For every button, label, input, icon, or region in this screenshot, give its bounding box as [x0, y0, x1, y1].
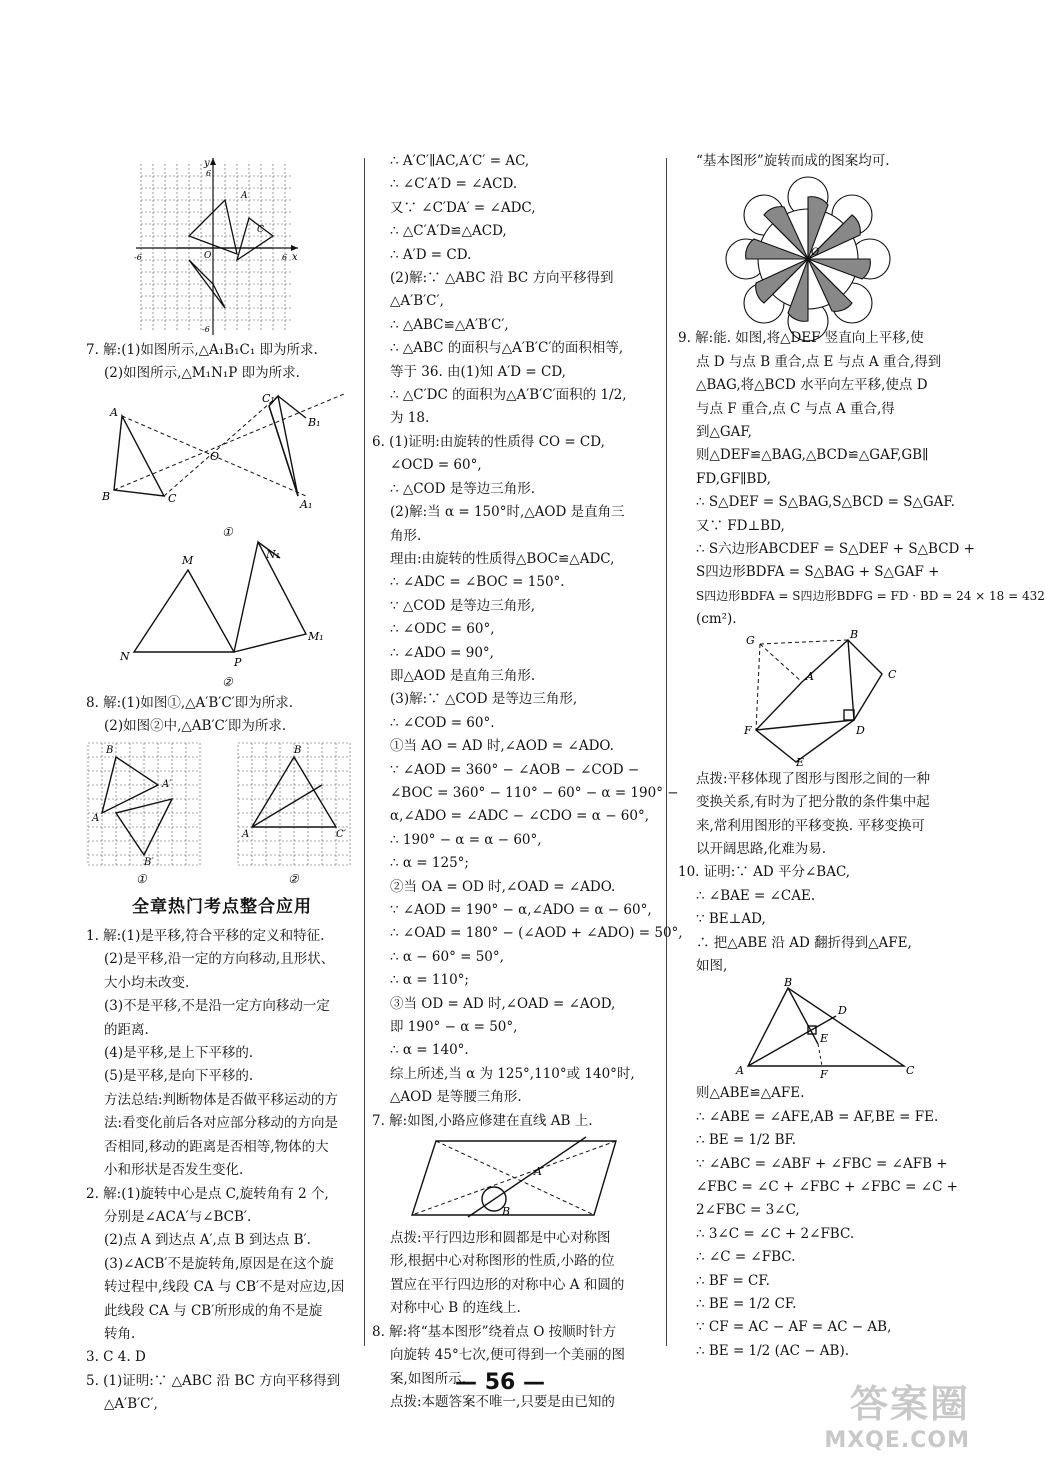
q7-figure-2: [86, 540, 358, 690]
q9-note-q10: [678, 768, 950, 979]
svg-text:C: C: [888, 667, 897, 681]
text-line: ∴ △COD 是等边三角形.: [390, 480, 536, 497]
text-line: 9. 解:能. 如图,将△DEF 竖直向上平移,使: [678, 330, 924, 347]
text-line: 又∵ ∠C′DA′ = ∠ADC,: [390, 199, 536, 216]
text-line: ∴ △ABC 的面积与△A′B′C′的面积相等,: [390, 340, 624, 357]
watermark-logo-text: 答案圈: [849, 1382, 970, 1426]
text-line: 2. 解:(1)旋转中心是点 C,旋转角有 2 个,: [86, 1185, 329, 1202]
text-line: (2)点 A 到达点 A′,点 B 到达点 B′.: [104, 1232, 311, 1249]
text-line: (2)解:当 α = 150°时,△AOD 是直角三: [390, 504, 625, 521]
text-line: ∵ ∠ABC = ∠ABF + ∠FBC = ∠AFB +: [696, 1155, 948, 1172]
svg-text:B: B: [784, 976, 793, 990]
text-line: S四边形BDFA = S△BAG + S△GAF +: [696, 564, 940, 581]
text-line: ∴ △C′DC 的面积为△A′B′C′面积的 1/2,: [390, 387, 627, 404]
text-line: ∴ ∠OAD = 180° − (∠AOD + ∠ADO) = 50°,: [390, 925, 683, 942]
svg-text:y: y: [204, 158, 210, 169]
column-right: [678, 150, 1045, 1363]
svg-text:A: A: [806, 669, 814, 683]
svg-text:E: E: [796, 755, 805, 769]
text-line: ∴ △ABC≌△A′B′C′,: [390, 316, 509, 333]
svg-text:A: A: [92, 812, 100, 824]
svg-text:A: A: [736, 1064, 744, 1078]
text-line: ∴ 把△ABE 沿 AD 翻折得到△AFE,: [696, 934, 912, 951]
text-line: 8. 解:将“基本图形”绕着点 O 按顺时针方: [372, 1323, 617, 1340]
text-line: 如图,: [696, 957, 728, 974]
text-line: S四边形BDFA = S四边形BDFG = FD · BD = 24 × 18 = 432: [696, 588, 1045, 603]
text-line: 理由:由旋转的性质得△BOC≌△ADC,: [390, 550, 615, 567]
svg-text:B′: B′: [144, 856, 154, 868]
text-line: 的距离.: [104, 1021, 149, 1038]
figure-label: ②: [288, 871, 299, 886]
text-line: (5)是平移,是向下平移的.: [104, 1068, 254, 1085]
svg-text:O: O: [204, 251, 212, 261]
q7-lines-a: [86, 339, 358, 386]
text-line: 为 18.: [390, 410, 430, 427]
text-line: ∠OCD = 60°,: [390, 457, 482, 474]
text-line: (4)是平移,是上下平移的.: [104, 1045, 254, 1062]
text-line: 转角.: [104, 1325, 136, 1342]
svg-text:A: A: [242, 828, 250, 840]
text-line: 置应在平行四边形的对称中心 A 和圆的: [390, 1276, 625, 1293]
text-line: (3)∠ACB′不是旋转角,原因是在这个旋: [104, 1255, 334, 1272]
text-line: 则△DEF≌△BAG,△BCD≌△GAF,GB∥: [696, 447, 929, 464]
text-line: 则△ABE≌△AFE.: [696, 1085, 805, 1102]
text-line: 综上所述,当 α 为 125°,110°或 140°时,: [390, 1065, 635, 1082]
svg-text:6: 6: [282, 253, 288, 262]
text-line: 分别是∠ACA′与∠BCB′.: [104, 1208, 252, 1225]
text-line: 小和形状是否发生变化.: [104, 1162, 244, 1179]
figure-label: ①: [136, 871, 147, 886]
text-line: 7. 解:(1)如图所示,△A₁B₁C₁ 即为所求.: [86, 342, 318, 358]
svg-text:C′: C′: [336, 828, 346, 840]
svg-text:B: B: [102, 489, 111, 503]
text-line: 形,根据中心对称图形的性质,小路的位: [390, 1253, 615, 1270]
text-line: 点 D 与点 B 重合,点 E 与点 A 重合,得到: [696, 353, 942, 370]
text-line: ∴ ∠ADO = 90°,: [390, 644, 494, 661]
text-line: 方法总结:判断物体是否做平移运动的方: [104, 1091, 339, 1108]
svg-text:A: A: [110, 405, 118, 419]
text-line: 3. C 4. D: [86, 1349, 146, 1366]
text-line: ∴ ∠C = ∠FBC.: [696, 1249, 796, 1266]
text-line: ∴ ∠COD = 60°.: [390, 714, 495, 731]
svg-text:6: 6: [206, 169, 212, 178]
text-line: ∴ ∠ADC = ∠BOC = 150°.: [390, 574, 565, 591]
text-line: 即 190° − α = 50°,: [390, 1019, 518, 1036]
text-line: (2)如图所示,△M₁N₁P 即为所求.: [104, 365, 300, 382]
watermark-site: MXQE.COM: [824, 1428, 970, 1453]
svg-text:A′: A′: [162, 778, 172, 790]
text-line: ∴ BF = CF.: [696, 1272, 770, 1289]
text-line: ∴ S△DEF = S△BAG,S△BCD = S△GAF.: [696, 494, 955, 511]
q9-lines: [678, 327, 1045, 631]
text-line: 对称中心 B 的连线上.: [390, 1300, 521, 1317]
svg-text:B: B: [106, 744, 114, 756]
column-divider: [666, 158, 667, 1346]
text-line: ∴ ∠ABE = ∠AFE,AB = AF,BE = FE.: [696, 1108, 939, 1125]
text-line: ∴ A′C′∥AC,A′C′ = AC,: [390, 153, 530, 169]
col1-answers: [86, 925, 358, 1417]
text-line: ①当 AO = AD 时,∠AOD = ∠ADO.: [390, 738, 614, 755]
text-line: 此线段 CA 与 CB′所形成的角不是旋: [104, 1302, 323, 1319]
text-line: (2)解:∵ △ABC 沿 BC 方向平移得到: [390, 270, 614, 287]
text-line: 即△AOD 是直角三角形.: [390, 667, 536, 684]
text-line: 又∵ FD⊥BD,: [696, 517, 785, 534]
text-line: (2)是平移,沿一定的方向移动,且形状、: [104, 951, 335, 968]
text-line: 点拨:本题答案不唯一,只要是由已知的: [390, 1393, 615, 1410]
svg-text:C: C: [906, 1064, 915, 1078]
text-line: ∴ ∠ODC = 60°,: [390, 621, 495, 638]
text-line: ∵ △COD 是等边三角形,: [390, 597, 536, 614]
text-line: FD,GF∥BD,: [696, 470, 771, 487]
text-line: 点拨:平移体现了图形与图形之间的一种: [696, 770, 931, 787]
svg-text:-6: -6: [202, 325, 210, 334]
rotation-pattern-figure: [678, 175, 950, 325]
text-line: 8. 解:(1)如图①,△A′B′C′即为所求.: [86, 694, 294, 711]
svg-text:M₁: M₁: [308, 629, 324, 643]
text-line: ∵ ∠AOD = 190° − α,∠ADO = α − 60°,: [390, 902, 652, 918]
svg-text:B₁: B₁: [308, 415, 321, 429]
text-line: ∴ α = 140°.: [390, 1042, 469, 1059]
text-line: ∵ CF = AC − AF = AC − AB,: [696, 1319, 892, 1336]
q7-figure-1: [86, 388, 358, 538]
text-line: 等于 36. 由(1)知 A′D = CD,: [390, 363, 566, 380]
text-line: 角形.: [390, 527, 422, 544]
hexagon-figure: [678, 627, 950, 769]
q8-lines: [86, 692, 358, 739]
triangle-fold-figure: [678, 976, 950, 1082]
text-line: 变换关系,有时为了把分散的条件集中起: [696, 794, 930, 811]
column-middle: [372, 150, 683, 1414]
text-line: ∴ ∠BAE = ∠CAE.: [696, 887, 816, 904]
text-line: α,∠ADO = ∠ADC − ∠CDO = α − 60°,: [390, 808, 650, 825]
svg-text:C: C: [168, 491, 177, 505]
text-line: ∴ 3∠C = ∠C + 2∠FBC.: [696, 1225, 855, 1242]
q10-lines: [678, 1082, 958, 1363]
text-line: 7. 解:如图,小路应修建在直线 AB 上.: [372, 1112, 593, 1129]
text-line: (cm²).: [696, 611, 737, 628]
text-line: 与点 F 重合,点 C 与点 A 重合,得: [696, 400, 895, 417]
text-line: 否相同,移动的距离是否相等,物体的大: [104, 1138, 329, 1155]
text-line: ∴ A′D = CD.: [390, 246, 472, 263]
text-line: ∴ α = 125°;: [390, 855, 469, 872]
column-left: [86, 150, 358, 1417]
text-line: (3)解:∵ △COD 是等边三角形,: [390, 691, 578, 708]
svg-text:B: B: [502, 1205, 511, 1219]
text-line: ∠FBC = ∠C + ∠FBC + ∠FBC = ∠C +: [696, 1178, 958, 1195]
text-line: △A′B′C′,: [390, 293, 444, 310]
text-line: 法:看变化前后各对应部分移动的方向是: [104, 1115, 339, 1132]
text-line: ②当 OA = OD 时,∠OAD = ∠ADO.: [390, 878, 616, 895]
text-line: ∴ BE = 1/2 CF.: [696, 1296, 797, 1312]
text-line: ∵ BE⊥AD,: [696, 911, 766, 928]
figure-label: ①: [222, 524, 233, 539]
text-line: ∴ BE = 1/2 BF.: [696, 1132, 797, 1149]
col2-answers: [372, 150, 683, 1133]
text-line: (3)不是平移,不是沿一定方向移动一定: [104, 998, 330, 1015]
svg-text:C₁: C₁: [262, 391, 275, 405]
text-line: 到△GAF,: [696, 424, 752, 441]
figure-label: ②: [222, 674, 233, 689]
text-line: (2)如图②中,△AB′C′即为所求.: [104, 718, 287, 735]
section-title: 全章热门考点整合应用: [132, 896, 312, 917]
svg-text:B: B: [294, 744, 302, 756]
text-line: ∴ BE = 1/2 (AC − AB).: [696, 1342, 850, 1359]
text-line: “基本图形”旋转而成的图案均可.: [696, 153, 890, 169]
text-line: ∵ ∠AOD = 360° − ∠AOB − ∠COD −: [390, 761, 640, 778]
text-line: △A′B′C′,: [104, 1396, 158, 1413]
text-line: 转过程中,线段 CA 与 CB′不是对应边,因: [104, 1279, 345, 1296]
coordinate-grid-figure: [86, 152, 358, 337]
svg-text:F: F: [744, 723, 752, 737]
text-line: 来,常利用图形的平移变换. 平移变换可: [696, 817, 925, 834]
svg-text:P: P: [234, 655, 242, 669]
svg-text:E: E: [820, 1032, 829, 1046]
text-line: 2∠FBC = 3∠C,: [696, 1202, 800, 1219]
watermark: [824, 1373, 970, 1453]
text-line: 1. 解:(1)是平移,符合平移的定义和特征.: [86, 928, 325, 945]
svg-text:A: A: [241, 191, 248, 201]
text-line: ∠BOC = 360° − 110° − 60° − α = 190° −: [390, 784, 679, 801]
text-line: ∴ △C′A′D≌△ACD,: [390, 223, 507, 240]
svg-text:N₁: N₁: [266, 547, 281, 561]
text-line: ∴ ∠C′A′D = ∠ACD.: [390, 176, 518, 193]
text-line: ∴ 190° − α = α − 60°,: [390, 831, 542, 848]
svg-text:O: O: [811, 247, 820, 259]
text-line: ∴ α = 110°;: [390, 972, 469, 989]
svg-text:A₁: A₁: [300, 497, 313, 511]
svg-text:M: M: [182, 553, 194, 567]
column-divider: [364, 158, 365, 1346]
text-line: 案,如图所示.: [390, 1370, 467, 1387]
text-line: △AOD 是等腰三角形.: [390, 1089, 522, 1106]
svg-text:-6: -6: [134, 253, 142, 262]
text-line: ∴ S六边形ABCDEF = S△DEF + S△BCD +: [696, 541, 975, 558]
text-line: 向旋转 45°七次,便可得到一个美丽的图: [390, 1347, 626, 1364]
svg-text:O: O: [210, 449, 220, 463]
text-line: ∴ α − 60° = 50°,: [390, 948, 504, 965]
text-line: △BAG,将△BCD 水平向左平移,使点 D: [696, 377, 928, 394]
text-line: 6. (1)证明:由旋转的性质得 CO = CD,: [372, 433, 605, 450]
svg-text:C: C: [257, 225, 264, 235]
svg-text:F: F: [820, 1068, 828, 1082]
q8-grid-figures: [86, 741, 358, 886]
svg-text:D: D: [838, 1004, 847, 1018]
text-line: 点拨:平行四边形和圆都是中心对称图: [390, 1230, 611, 1247]
parallelogram-circle-figure: [372, 1135, 658, 1225]
text-line: 5. (1)证明:∵ △ABC 沿 BC 方向平移得到: [86, 1372, 341, 1389]
page-number: — 56 —: [455, 1370, 545, 1395]
text-line: ③当 OD = AD 时,∠OAD = ∠AOD,: [390, 995, 616, 1012]
svg-text:x: x: [292, 252, 298, 263]
svg-text:D: D: [856, 723, 865, 737]
text-line: 以开阔思路,化难为易.: [696, 840, 827, 857]
svg-text:G: G: [746, 633, 755, 647]
svg-text:B: B: [850, 627, 859, 641]
text-line: 10. 证明:∵ AD 平分∠BAC,: [678, 864, 851, 881]
svg-text:N: N: [120, 649, 130, 663]
svg-text:A: A: [534, 1165, 542, 1179]
text-line: 大小均未改变.: [104, 974, 190, 991]
